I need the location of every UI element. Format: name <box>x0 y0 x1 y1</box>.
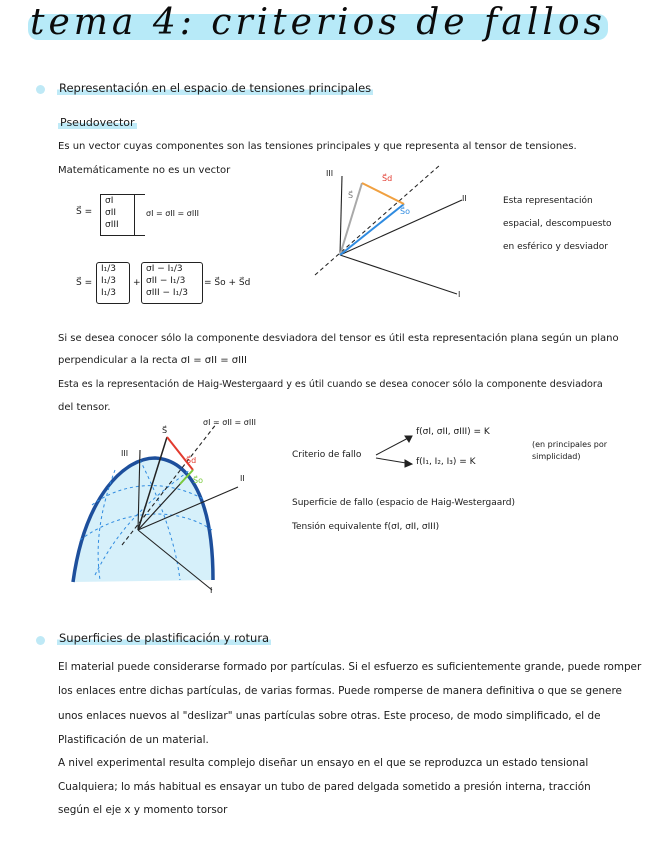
plane-line-1: Si se desea conocer sólo la componente desviadora del tensor es útil esta representación plana según un plano <box>58 333 619 344</box>
fig1-vector-label: S⃗d <box>382 174 393 183</box>
hw-line-2: del tensor. <box>58 402 111 413</box>
fig1-vector-label: S⃗ <box>348 191 354 200</box>
definition-line-1: Es un vector cuyas componentes son las tensiones principales y que representa al tensor de tensiones. <box>58 141 577 152</box>
criterion-note <box>532 439 607 463</box>
section2-heading: Superficies de plastificación y rotura <box>59 631 270 645</box>
body-line: Plastificación de un material. <box>58 734 209 746</box>
matrix-cell: σI <box>105 196 114 206</box>
fig2-axis-label: II <box>240 474 245 483</box>
matrix-cell: I₁/3 <box>101 264 117 274</box>
matrix-cell: σI − I₁/3 <box>146 264 183 274</box>
matrix-cell: σII − I₁/3 <box>146 276 186 286</box>
fig2-vector-label: S⃗ <box>162 426 168 435</box>
criterion-invariants: f(I₁, I₂, I₃) = K <box>416 457 476 467</box>
section1-heading: Representación en el espacio de tensiones principales <box>59 81 372 95</box>
body-line: según el eje x y momento torsor <box>58 804 228 816</box>
note-line: en esférico y desviador <box>503 242 608 252</box>
decomposition-lhs: S⃗ = <box>76 278 93 288</box>
body-line: Cualquiera; lo más habitual es ensayar un tubo de pared delgada sometido a presión interna, tracción <box>58 781 591 793</box>
note-line: (en principales por <box>532 440 608 449</box>
fig1-axis-label: II <box>462 194 467 203</box>
body-line: A nivel experimental resulta complejo diseñar un ensayo en el que se reproduzca un estado tensional <box>58 757 589 769</box>
criterion-label: Criterio de fallo <box>292 450 362 460</box>
matrix-cell: I₁/3 <box>101 276 117 286</box>
criterion-principal: f(σI, σII, σIII) = K <box>416 427 490 437</box>
fig2-vector-label: S⃗d <box>186 456 197 465</box>
definition-line-2: Matemáticamente no es un vector <box>58 165 231 176</box>
plane-line-2: perpendicular a la recta σI = σII = σIII <box>58 355 247 366</box>
body-line: unos enlaces nuevos al "deslizar" unas partículas sobre otras. Este proceso, de modo simplificado, el de <box>58 710 601 722</box>
matrix-cell: σIII − I₁/3 <box>146 288 188 298</box>
fig2-diagonal-label: σI = σII = σIII <box>203 418 256 427</box>
pseudovector-heading: Pseudovector <box>60 116 135 129</box>
fig1-axis-label: III <box>326 169 334 178</box>
fig2-axis-label: I <box>210 586 213 595</box>
fig2-axis-label: III <box>121 449 129 458</box>
matrix-cell: σII <box>105 208 117 218</box>
decomposition-rhs: = S⃗o + S⃗d <box>204 278 251 288</box>
note-line: Esta representación <box>503 196 593 206</box>
fig1-axis-label: I <box>458 290 461 299</box>
failure-surface-line: Superficie de fallo (espacio de Haig-Westergaard) <box>292 498 516 508</box>
body-line: El material puede considerarse formado por partículas. Si el esfuerzo es suficientemente grande, puede romper <box>58 661 642 673</box>
fig1-vector-label: S⃗o <box>400 207 410 216</box>
note-line: simplicidad) <box>532 452 581 461</box>
note-line: espacial, descompuesto <box>503 219 612 229</box>
matrix-cell: σIII <box>105 220 119 230</box>
fig2-vector-label: S⃗o <box>193 476 203 485</box>
plus-sign: + <box>133 278 141 288</box>
body-line: los enlaces entre dichas partículas, de varias formas. Puede romperse de manera definitiva o que se genere <box>58 685 622 697</box>
matrix-cell: I₁/3 <box>101 288 117 298</box>
vector-s-label: S⃗ = <box>76 207 93 217</box>
isotropic-equation: σI = σII = σIII <box>146 209 199 218</box>
hw-line-1: Esta es la representación de Haig-Westergaard y es útil cuando se desea conocer sólo la componente desviadora <box>58 379 603 390</box>
equivalent-stress-line: Tensión equivalente f(σI, σII, σIII) <box>292 522 440 532</box>
page-title: tema 4: criterios de fallos <box>30 2 607 43</box>
section-bullet <box>36 636 45 645</box>
